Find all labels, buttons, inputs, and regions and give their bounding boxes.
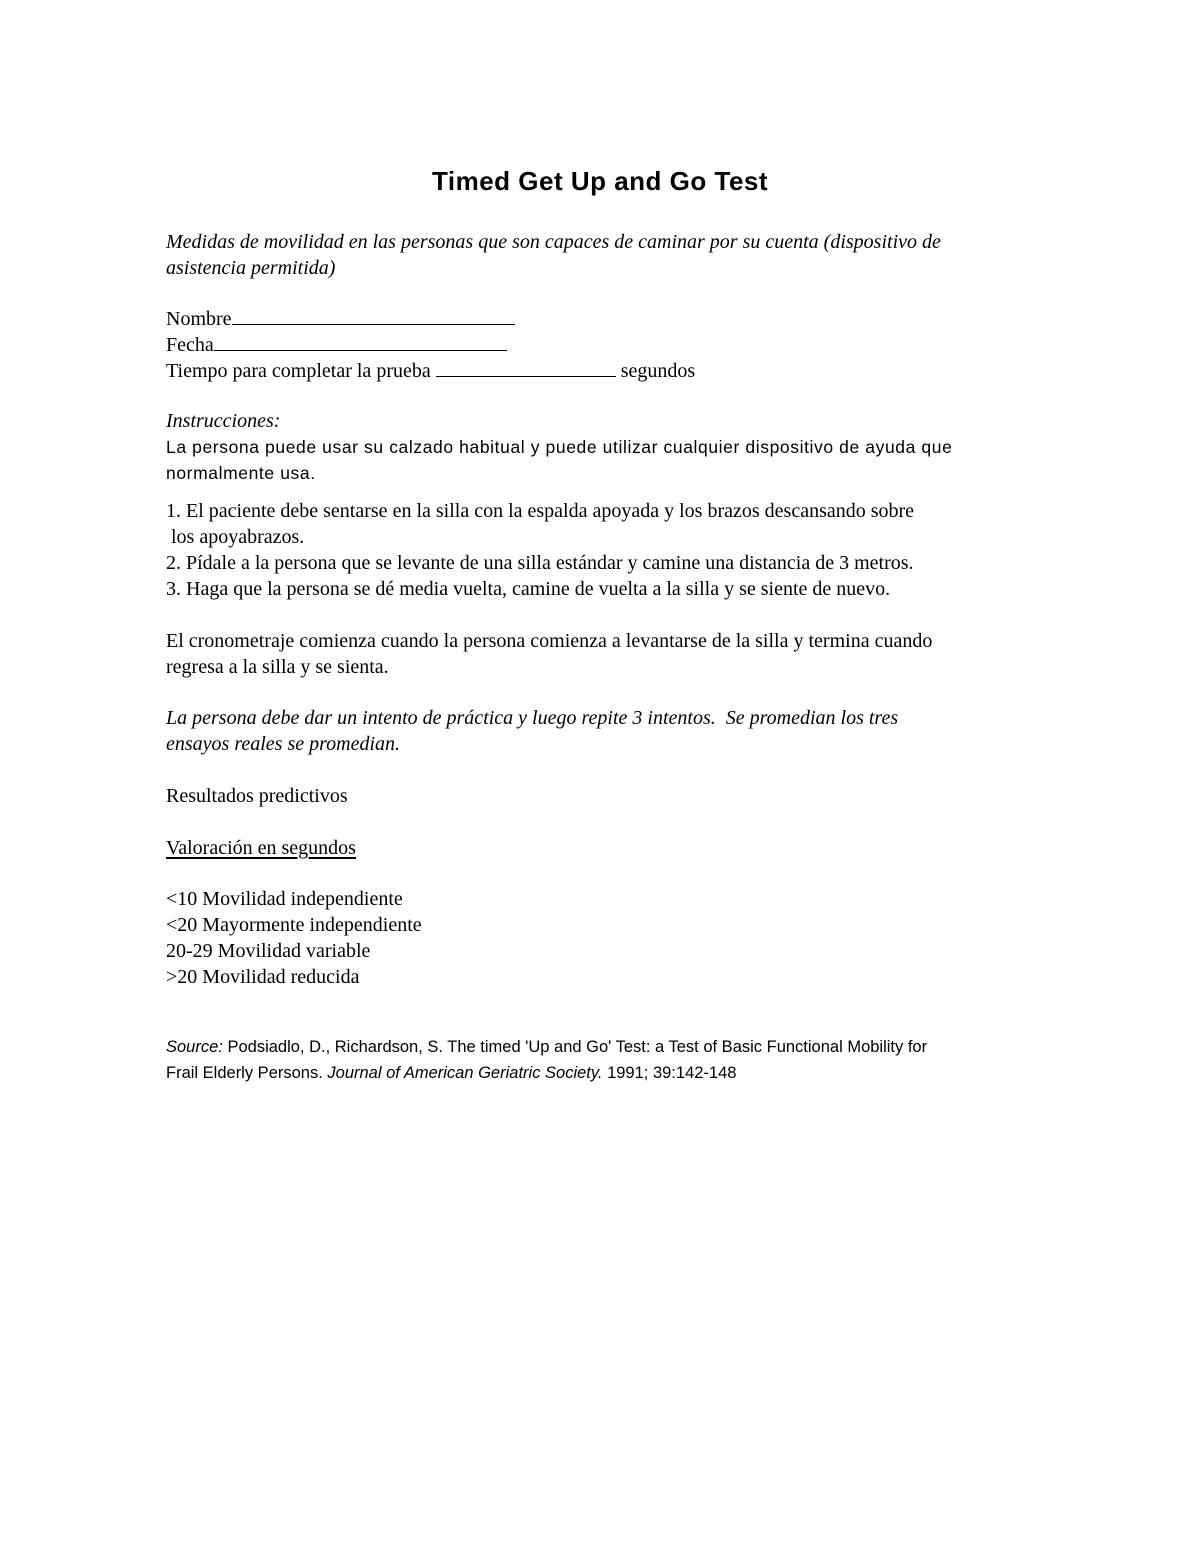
name-field-row <box>166 306 1046 332</box>
list-item: >20 Movilidad reducida <box>166 966 360 988</box>
timing-paragraph <box>166 628 1046 680</box>
source-label: Source: <box>166 1038 223 1056</box>
scale-list <box>166 886 1046 990</box>
journal-name: Journal of American Geriatric Society. <box>327 1064 603 1082</box>
instructions-intro <box>166 434 1046 486</box>
scale-heading-text: Valoración en segundos <box>166 837 356 859</box>
instructions-intro-line: normalmente usa. <box>166 463 316 483</box>
subtitle-line: Medidas de movilidad en las personas que son capaces de caminar por su cuenta (dispositivo de <box>166 231 941 253</box>
subtitle <box>166 229 1046 281</box>
source-citation <box>166 1034 1046 1086</box>
subtitle-line: asistencia permitida) <box>166 257 336 279</box>
time-blank <box>436 358 616 377</box>
instructions-heading <box>166 408 1046 434</box>
source-line <box>166 1034 1046 1060</box>
instructions-heading-text: Instrucciones: <box>166 410 281 432</box>
step-3: 3. Haga que la persona se dé media vuelta, camine de vuelta a la silla y se siente de nuevo. <box>166 578 891 600</box>
time-field-row <box>166 358 1046 384</box>
trials-paragraph <box>166 705 1046 757</box>
instructions-steps <box>166 498 1046 602</box>
trials-line: La persona debe dar un intento de práctica y luego repite 3 intentos. Se promedian los tres <box>166 707 899 729</box>
step-2: 2. Pídale a la persona que se levante de una silla estándar y camine una distancia de 3 metros. <box>166 552 914 574</box>
time-unit: segundos <box>620 360 696 382</box>
step-1-continued: los apoyabrazos. <box>166 526 305 548</box>
list-item: 20-29 Movilidad variable <box>166 940 371 962</box>
date-blank <box>214 332 507 351</box>
step-1: 1. El paciente debe sentarse en la silla con la espalda apoyada y los brazos descansando sobre <box>166 500 915 522</box>
results-heading-text: Resultados predictivos <box>166 785 348 807</box>
time-label: Tiempo para completar la prueba <box>166 360 431 382</box>
timing-line: regresa a la silla y se sienta. <box>166 656 389 678</box>
name-label: Nombre <box>166 308 232 330</box>
source-line <box>166 1060 1046 1086</box>
results-heading <box>166 783 1046 809</box>
source-text: Frail Elderly Persons. <box>166 1064 328 1082</box>
instructions-intro-line: La persona puede usar su calzado habitual y puede utilizar cualquier dispositivo de ayuda que <box>166 437 953 457</box>
name-blank <box>232 306 515 325</box>
list-item: <10 Movilidad independiente <box>166 888 403 910</box>
date-label: Fecha <box>166 334 214 356</box>
source-text: Podsiadlo, D., Richardson, S. The timed 'Up and Go' Test: a Test of Basic Functional Mobility for <box>222 1038 928 1056</box>
page-title: Timed Get Up and Go Test <box>431 166 769 196</box>
citation-detail: 1991; 39:142-148 <box>602 1064 737 1082</box>
scale-heading <box>166 835 1046 861</box>
date-field-row <box>166 332 1046 358</box>
form-fields <box>166 306 1046 384</box>
list-item: <20 Mayormente independiente <box>166 914 422 936</box>
trials-line: ensayos reales se promedian. <box>166 733 401 755</box>
timing-line: El cronometraje comienza cuando la persona comienza a levantarse de la silla y termina cuando <box>166 630 933 652</box>
